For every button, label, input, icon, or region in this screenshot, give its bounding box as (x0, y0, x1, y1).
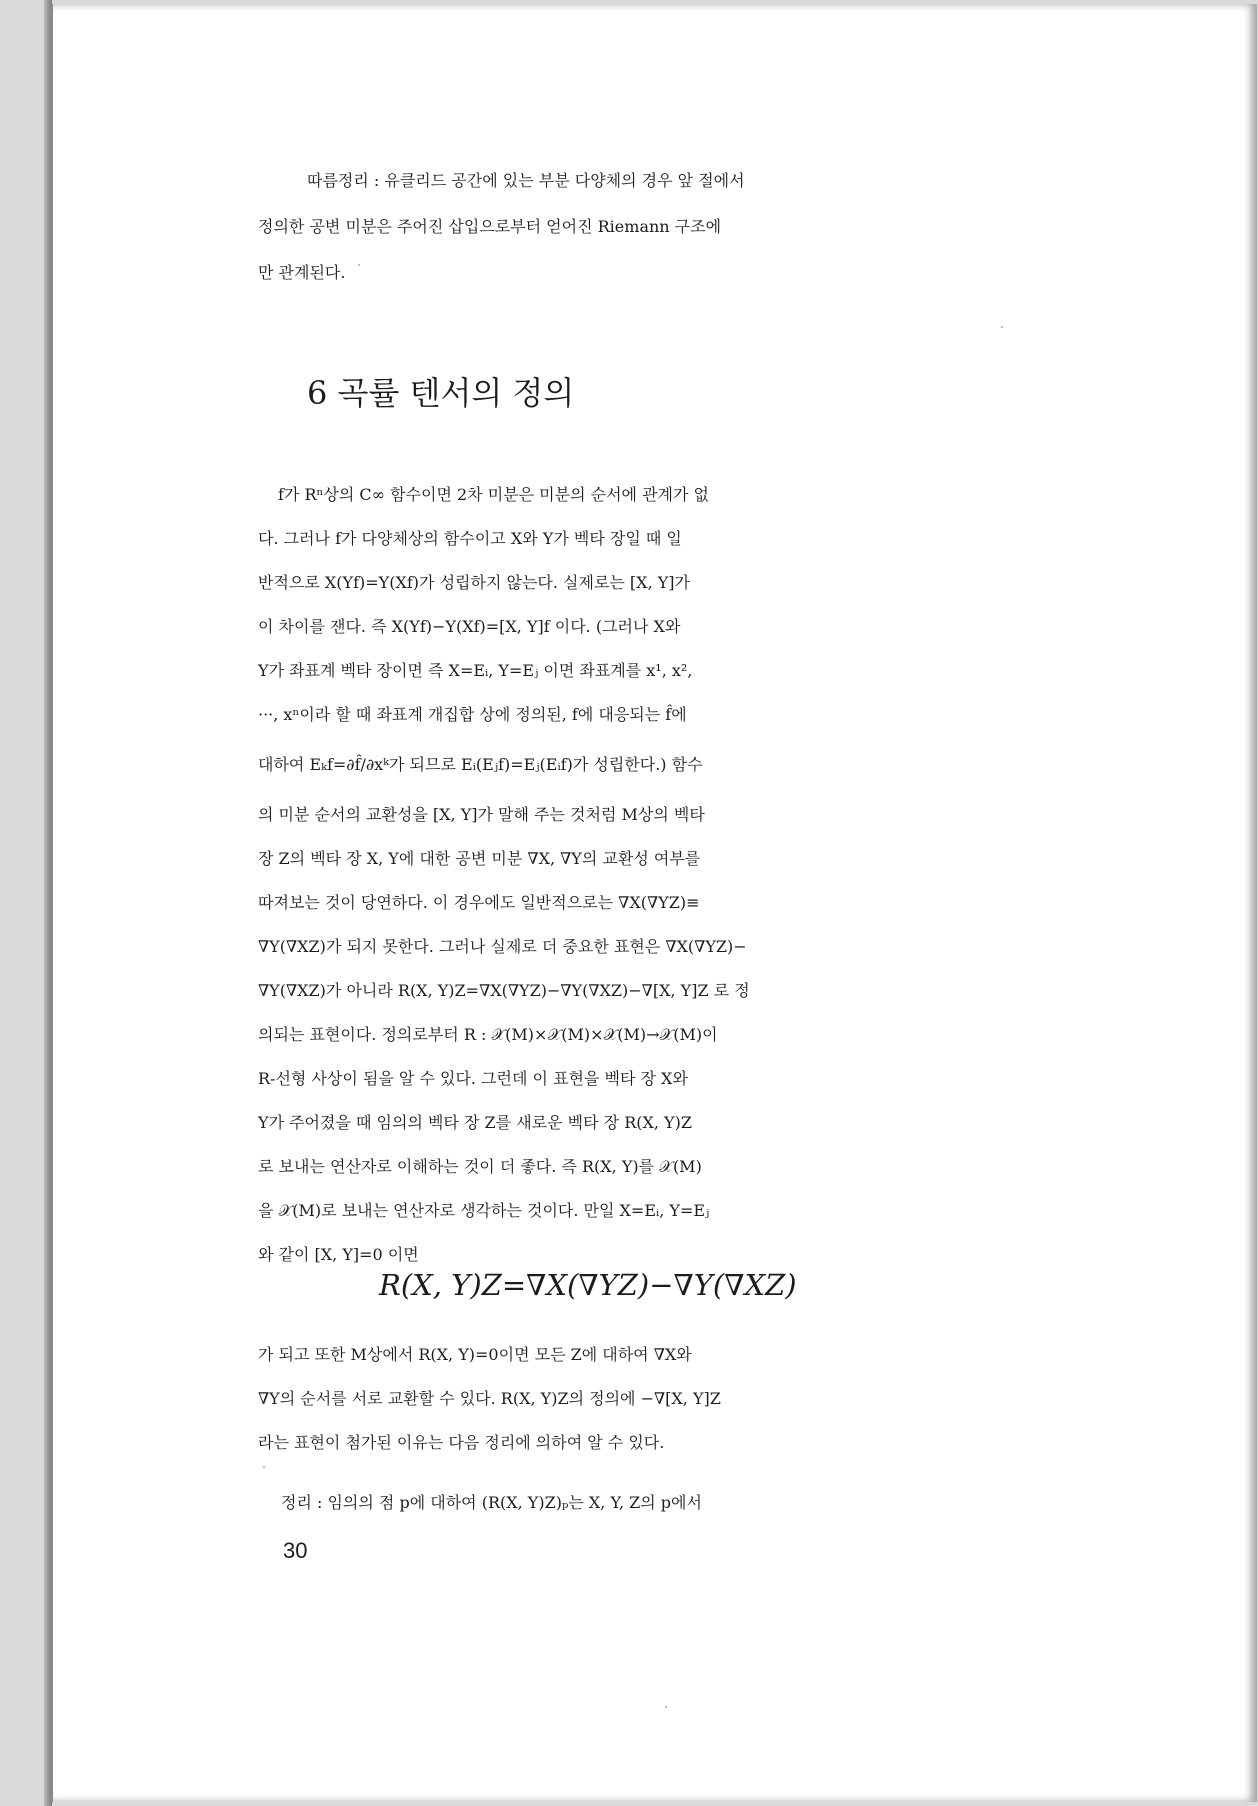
speck (1001, 326, 1003, 328)
body-line: 라는 표현이 첨가된 이유는 다음 정리에 의하여 알 수 있다. (258, 1433, 665, 1452)
section-heading: 6 곡률 텐서의 정의 (307, 374, 575, 412)
display-equation: R(X, Y)Z=∇X(∇YZ)−∇Y(∇XZ) (379, 1268, 797, 1302)
body-line: ∇Y(∇XZ)가 되지 못한다. 그러나 실제로 더 중요한 표현은 ∇X(∇YZ)− (258, 937, 747, 956)
body-line: 의 미분 순서의 교환성을 [X, Y]가 말해 주는 것처럼 M상의 벡타 (258, 805, 705, 824)
body-line: 이 차이를 잰다. 즉 X(Yf)−Y(Xf)=[X, Y]f 이다. (그러나 X와 (258, 617, 681, 636)
body-line: 대하여 Eₖf=∂f̂/∂xᵏ가 되므로 Eᵢ(Eⱼf)=Eⱼ(Eᵢf)가 성립한다.) 함수 (258, 755, 703, 774)
speck (358, 264, 360, 266)
body-line: f가 Rⁿ상의 C∞ 함수이면 2차 미분은 미분의 순서에 관계가 없 (278, 485, 709, 504)
speck (263, 1466, 265, 1468)
body-line: 을 𝒳(M)로 보내는 연산자로 생각하는 것이다. 만일 X=Eᵢ, Y=Eⱼ (258, 1201, 710, 1220)
body-line: 가 되고 또한 M상에서 R(X, Y)=0이면 모든 Z에 대하여 ∇X와 (258, 1345, 692, 1364)
corollary-line: 만 관계된다. (258, 263, 346, 282)
corollary-line: 따름정리 : 유클리드 공간에 있는 부분 다양체의 경우 앞 절에서 (307, 171, 745, 190)
body-line: 장 Z의 벡타 장 X, Y에 대한 공변 미분 ∇X, ∇Y의 교환성 여부를 (258, 849, 701, 868)
body-line: Y가 주어졌을 때 임의의 벡타 장 Z를 새로운 벡타 장 R(X, Y)Z (258, 1113, 692, 1132)
body-line: 로 보내는 연산자로 이해하는 것이 더 좋다. 즉 R(X, Y)를 𝒳(M) (258, 1157, 702, 1176)
book-page (50, 4, 1257, 1802)
corollary-line: 정의한 공변 미분은 주어진 삽입으로부터 얻어진 Riemann 구조에 (258, 217, 722, 236)
page-number: 30 (283, 1538, 308, 1563)
body-line: 와 같이 [X, Y]=0 이면 (258, 1245, 419, 1264)
body-line: 반적으로 X(Yf)=Y(Xf)가 성립하지 않는다. 실제로는 [X, Y]가 (258, 573, 691, 592)
body-line: ∇Y(∇XZ)가 아니라 R(X, Y)Z=∇X(∇YZ)−∇Y(∇XZ)−∇[X, Y]Z 로 정 (258, 981, 750, 1000)
body-line: Y가 좌표계 벡타 장이면 즉 X=Eᵢ, Y=Eⱼ 이면 좌표계를 x¹, x², (258, 661, 693, 680)
body-line: 의되는 표현이다. 정의로부터 R : 𝒳(M)×𝒳(M)×𝒳(M)→𝒳(M)이 (258, 1025, 718, 1044)
theorem-line: 정리 : 임의의 점 p에 대하여 (R(X, Y)Z)ₚ는 X, Y, Z의 p에서 (281, 1493, 702, 1512)
body-line: ∇Y의 순서를 서로 교환할 수 있다. R(X, Y)Z의 정의에 −∇[X, Y]Z (258, 1389, 721, 1408)
body-line: R-선형 사상이 됨을 알 수 있다. 그런데 이 표현을 벡타 장 X와 (258, 1069, 688, 1088)
body-line: ···, xⁿ이라 할 때 좌표계 개집합 상에 정의된, f에 대응되는 f̂에 (258, 705, 687, 724)
body-line: 다. 그러나 f가 다양체상의 함수이고 X와 Y가 벡타 장일 때 일 (258, 529, 682, 548)
body-line: 따져보는 것이 당연하다. 이 경우에도 일반적으로는 ∇X(∇YZ)≡ (258, 893, 700, 912)
speck (665, 1706, 667, 1708)
